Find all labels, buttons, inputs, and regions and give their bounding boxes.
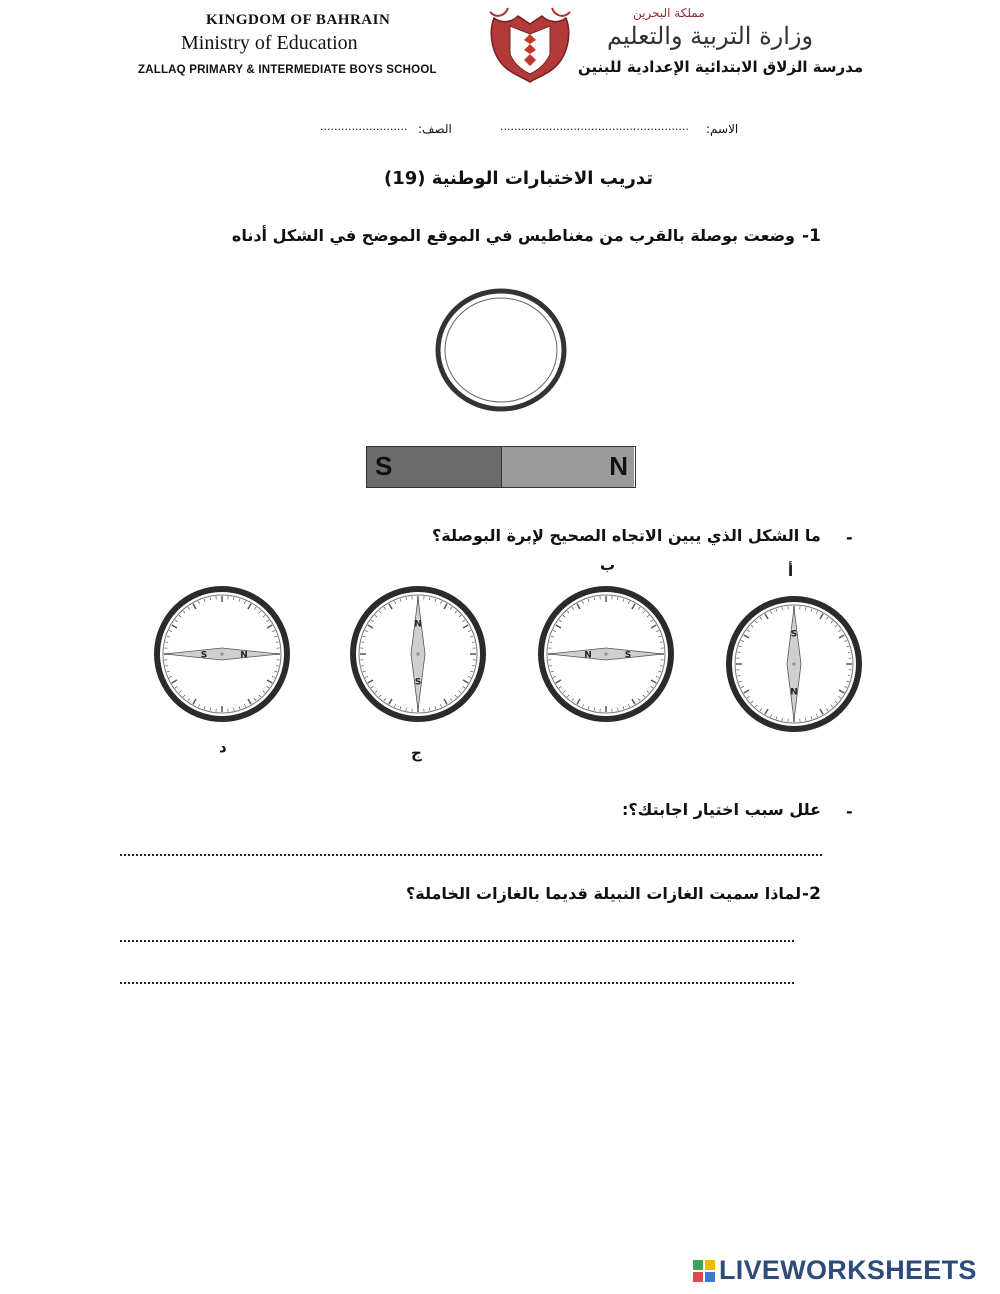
header-en-line3: ZALLAQ PRIMARY & INTERMEDIATE BOYS SCHOOL — [138, 64, 437, 76]
class-label: الصف: — [418, 122, 452, 136]
needle-top-letter: S — [790, 629, 798, 640]
class-blank[interactable]: ......................... — [320, 120, 408, 133]
option-compass-c[interactable] — [348, 584, 488, 724]
page-title: تدريب الاختبارات الوطنية (19) — [384, 168, 654, 189]
option-label-a[interactable]: أ — [788, 562, 794, 580]
option-label-b[interactable]: ب — [600, 556, 616, 574]
header-ar-line3: مدرسة الزلاق الابتدائية الإعدادية للبنين — [578, 58, 864, 76]
compass-diagram — [434, 287, 568, 413]
header-ar-line1: مملكة البحرين — [633, 6, 705, 20]
q2-text: لماذا سميت الغازات النبيلة قديما بالغازات الخاملة؟ — [406, 884, 802, 903]
needle-right-letter: S — [624, 650, 632, 661]
option-compass-b[interactable] — [536, 584, 676, 724]
magnet-n-label: N — [609, 451, 628, 481]
liveworksheets-logo[interactable] — [692, 1255, 977, 1286]
option-compass-a[interactable] — [724, 594, 864, 734]
needle-left-letter: N — [584, 650, 592, 661]
reason-prompt: علل سبب اختيار اجابتك؟: — [622, 800, 822, 819]
bahrain-emblem-icon — [484, 4, 576, 84]
header-en-line1: KINGDOM OF BAHRAIN — [206, 12, 391, 28]
option-label-c[interactable]: ج — [411, 744, 422, 762]
needle-bottom-letter: N — [790, 687, 798, 698]
magnet-s-label: S — [375, 451, 393, 481]
q2-number: 2- — [802, 884, 821, 904]
header-en-line2: Ministry of Education — [181, 32, 358, 54]
answer-line-1[interactable] — [120, 854, 822, 856]
needle-top-letter: N — [414, 619, 422, 630]
reason-dash: - — [846, 802, 853, 821]
needle-left-letter: S — [200, 650, 208, 661]
needle-right-letter: N — [240, 650, 248, 661]
liveworksheets-icon — [692, 1259, 716, 1283]
answer-line-2[interactable] — [120, 940, 794, 942]
name-label: الاسم: — [706, 122, 739, 136]
name-blank[interactable]: ...................................................... — [500, 120, 689, 133]
bar-magnet — [366, 446, 636, 488]
option-label-d[interactable]: د — [219, 738, 227, 756]
header-ar-line2: وزارة التربية والتعليم — [607, 22, 814, 50]
sub-question-dash: - — [846, 528, 853, 547]
q1-number: 1- — [802, 226, 821, 246]
q1-text: وضعت بوصلة بالقرب من مغناطيس في الموقع الموضح في الشكل أدناه — [231, 226, 795, 245]
sub-question-text: ما الشكل الذي يبين الاتجاه الصحيح لإبرة البوصلة؟ — [432, 526, 821, 545]
needle-bottom-letter: S — [414, 677, 422, 688]
magnet-south-pole — [367, 447, 502, 487]
answer-line-3[interactable] — [120, 982, 794, 984]
liveworksheets-brand: LIVEWORKSHEETS — [719, 1255, 977, 1285]
option-compass-d[interactable] — [152, 584, 292, 724]
magnet-north-pole — [502, 447, 634, 487]
